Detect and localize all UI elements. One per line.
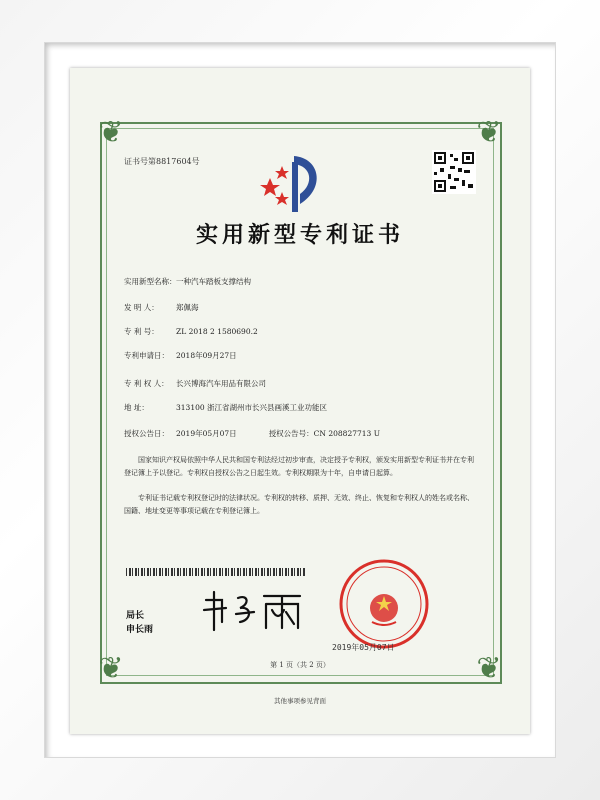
seal-date: 2019年05月07日 — [332, 643, 395, 652]
director-name: 申长雨 — [126, 625, 154, 635]
certificate-paragraph-2: 专利证书记载专利权登记时的法律状况。专利权的转移、质押、无效、终止、恢复和专利权人的姓名或名称、国籍、地址变更等事项记载在专利登记簿上。 — [124, 494, 474, 515]
field-utility-model-name: 实用新型名称：一种汽车踏板支撑结构 — [124, 277, 251, 286]
qr-code-icon — [432, 150, 476, 194]
director-signature — [200, 588, 320, 634]
corner-ornament-icon: ❦ — [476, 115, 502, 150]
field-grant-date: 授权公告日： 2019年05月07日 授权公告号：CN 208827713 U — [124, 429, 381, 438]
field-inventor: 发 明 人： 郑佩海 — [124, 303, 199, 312]
corner-ornament-icon: ❦ — [476, 651, 502, 686]
field-address: 地 址： 313100 浙江省湖州市长兴县画溪工业功能区 — [124, 403, 328, 412]
page-number: 第 1 页（共 2 页） — [270, 661, 330, 669]
patent-office-logo-icon — [260, 148, 332, 218]
corner-ornament-icon: ❦ — [98, 115, 124, 150]
field-application-date: 专利申请日： 2018年09月27日 — [124, 351, 237, 360]
barcode — [126, 568, 306, 576]
corner-ornament-icon: ❦ — [98, 651, 124, 686]
official-seal — [338, 558, 430, 650]
certificate-number: 证书号第8817604号 — [124, 157, 200, 166]
field-patent-number: 专 利 号： ZL 2018 2 1580690.2 — [124, 327, 258, 336]
patent-certificate — [70, 68, 530, 734]
grant-publication-number: 授权公告号：CN 208827713 U — [268, 429, 381, 438]
field-patentee: 专 利 权 人： 长兴博海汽车用品有限公司 — [124, 379, 266, 388]
certificate-paragraph-1: 国家知识产权局依照中华人民共和国专利法经过初步审查，决定授予专利权，颁发实用新型专利证书并在专利登记簿上予以登记。专利权自授权公告之日起生效。专利权期限为十年，自申请日起算。 — [124, 456, 474, 477]
director-title: 局长 — [126, 611, 145, 621]
footer-note: 其他事项参见背面 — [274, 697, 326, 705]
certificate-title: 实用新型专利证书 — [195, 222, 404, 248]
